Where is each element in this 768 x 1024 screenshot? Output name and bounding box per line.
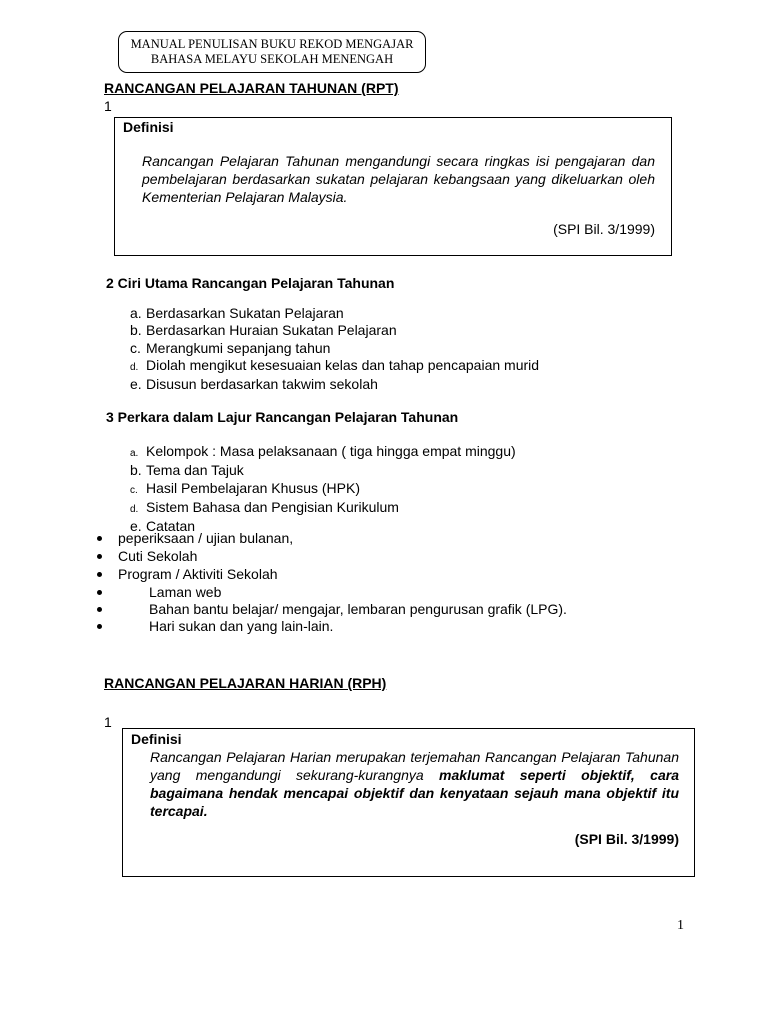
list-item: a. Berdasarkan Sukatan Pelajaran: [130, 305, 344, 321]
list-item: e. Catatan: [130, 518, 196, 535]
bullet-dot-icon: [97, 536, 102, 541]
bullet-item: Bahan bantu belajar/ mengajar, lembaran pengurusan grafik (LPG).: [97, 600, 567, 618]
bullet-dot-icon: [97, 624, 102, 629]
list-item: b. Berdasarkan Huraian Sukatan Pelajaran: [130, 322, 397, 339]
list-item: e. Disusun berdasarkan takwim sekolah: [130, 376, 378, 393]
rph-number: 1: [104, 714, 112, 730]
rph-citation: (SPI Bil. 3/1999): [574, 831, 679, 847]
rpt-definition-title: Definisi: [123, 119, 174, 135]
bullet-item: Program / Aktiviti Sekolah: [97, 565, 278, 583]
rpt-definition-text: Rancangan Pelajaran Tahunan mengandungi secara ringkas isi pengajaran dan pembelajaran berdasarkan sukatan pelajaran kebangsaan yang dikeluarkan oleh Kementerian Pelajaran Malaysia.: [142, 153, 655, 205]
rph-definition-emphasis: maklumat seperti objektif, cara bagaimana hendak mencapai objektif dan kenyataan sejauh mana objektif itu tercapai.: [150, 767, 679, 819]
section-2-heading: 2 Ciri Utama Rancangan Pelajaran Tahunan: [106, 275, 395, 291]
rph-definition-text: Rancangan Pelajaran Harian merupakan terjemahan Rancangan Pelajaran Tahunan yang mengandungi sekurang-kurangnya maklumat seperti objektif, cara bagaimana hendak mencapai objektif dan kenyataan sejauh mana objektif itu tercapai.: [150, 749, 679, 819]
bullet-dot-icon: [97, 572, 102, 577]
list-item: d. Sistem Bahasa dan Pengisian Kurikulum: [130, 498, 399, 515]
rpt-citation: (SPI Bil. 3/1999): [553, 221, 655, 237]
rpt-heading: RANCANGAN PELAJARAN TAHUNAN (RPT): [104, 80, 399, 96]
list-item: d. Diolah mengikut kesesuaian kelas dan tahap pencapaian murid: [130, 356, 540, 373]
header-line-1: MANUAL PENULISAN BUKU REKOD MENGAJAR: [130, 37, 414, 51]
bullet-item: Laman web: [97, 583, 221, 601]
bullet-dot-icon: [97, 554, 102, 559]
header-line-2: BAHASA MELAYU SEKOLAH MENENGAH: [150, 52, 394, 66]
bullet-item: Hari sukan dan yang lain-lain.: [97, 617, 333, 635]
list-item: c. Merangkumi sepanjang tahun: [130, 339, 331, 356]
bullet-item: Cuti Sekolah: [97, 547, 197, 565]
bullet-item: peperiksaan / ujian bulanan,: [97, 529, 293, 547]
section-3-heading: 3 Perkara dalam Lajur Rancangan Pelajaran Tahunan: [106, 409, 459, 425]
bullet-dot-icon: [97, 607, 102, 612]
page-number: 1: [677, 918, 684, 933]
list-item: a. Kelompok : Masa pelaksanaan ( tiga hingga empat minggu): [130, 443, 516, 459]
bullet-dot-icon: [97, 590, 102, 595]
list-item: c. Hasil Pembelajaran Khusus (HPK): [130, 479, 360, 496]
section-2-list: [130, 305, 539, 393]
rph-definition-title: Definisi: [131, 731, 182, 747]
document-header-box: [118, 31, 426, 73]
rpt-number: 1: [104, 98, 112, 114]
rph-heading: RANCANGAN PELAJARAN HARIAN (RPH): [104, 675, 387, 691]
section-3-list: [130, 443, 516, 535]
list-item: b. Tema dan Tajuk: [130, 462, 244, 479]
